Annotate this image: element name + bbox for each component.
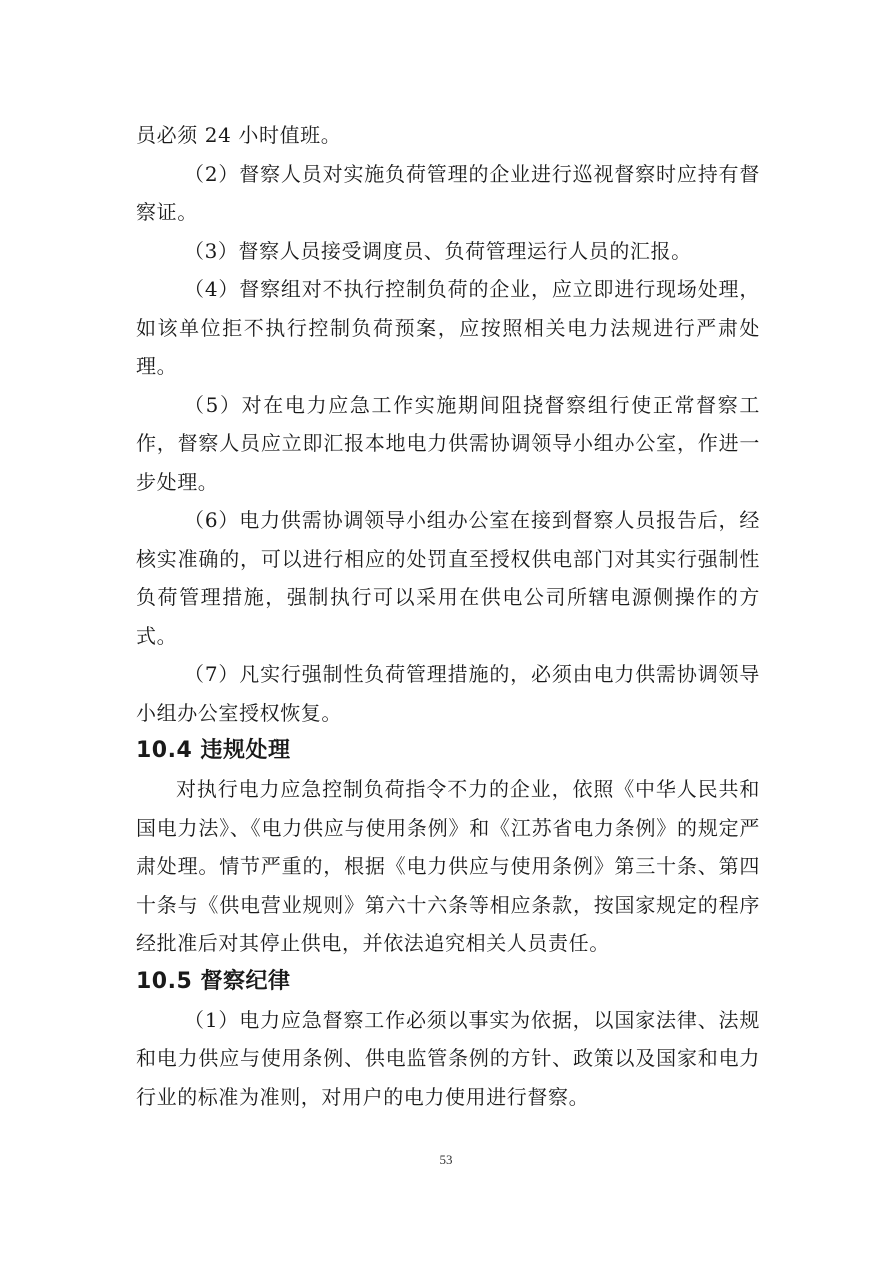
- section-heading-10-5: 10.5 督察纪律: [136, 968, 291, 994]
- paragraph-item-4: （4）督察组对不执行控制负荷的企业，应立即进行现场处理，如该单位拒不执行控制负荷预案，应按照相关电力法规进行严肃处理。: [136, 277, 760, 378]
- section-10-5-body: （1）电力应急督察工作必须以事实为依据，以国家法律、法规和电力供应与使用条例、供电监管条例的方针、政策以及国家和电力行业的标准为准则，对用户的电力使用进行督察。: [136, 1007, 760, 1109]
- paragraph-item-3: （3）督察人员接受调度员、负荷管理运行人员的汇报。: [184, 238, 692, 263]
- section-10-4-body: 对执行电力应急控制负荷指令不力的企业，依照《中华人民共和国电力法》、《电力供应与使用条例》和《江苏省电力条例》的规定严肃处理。情节严重的，根据《电力供应与使用条例》第三十条、第四十条与《供电营业规则》第六十六条等相应条款，按国家规定的程序经批准后对其停止供电，并依法追究相关人员责任。: [136, 777, 760, 955]
- paragraph-continuation: 员必须 24 小时值班。: [136, 123, 342, 147]
- paragraph-item-2: （2）督察人员对实施负荷管理的企业进行巡视督察时应持有督察证。: [136, 161, 760, 224]
- paragraph-item-7: （7）凡实行强制性负荷管理措施的，必须由电力供需协调领导小组办公室授权恢复。: [136, 662, 760, 725]
- page-content: [136, 116, 760, 1116]
- section-heading-10-4: 10.4 违规处理: [136, 738, 291, 763]
- paragraph-item-6: （6）电力供需协调领导小组办公室在接到督察人员报告后，经核实准确的，可以进行相应的处罚直至授权供电部门对其实行强制性负荷管理措施，强制执行可以采用在供电公司所辖电源侧操作的方式。: [136, 508, 760, 648]
- paragraph-item-5: （5）对在电力应急工作实施期间阻挠督察组行使正常督察工作，督察人员应立即汇报本地电力供需协调领导小组办公室，作进一步处理。: [136, 392, 760, 494]
- page-number: 53: [439, 1152, 453, 1167]
